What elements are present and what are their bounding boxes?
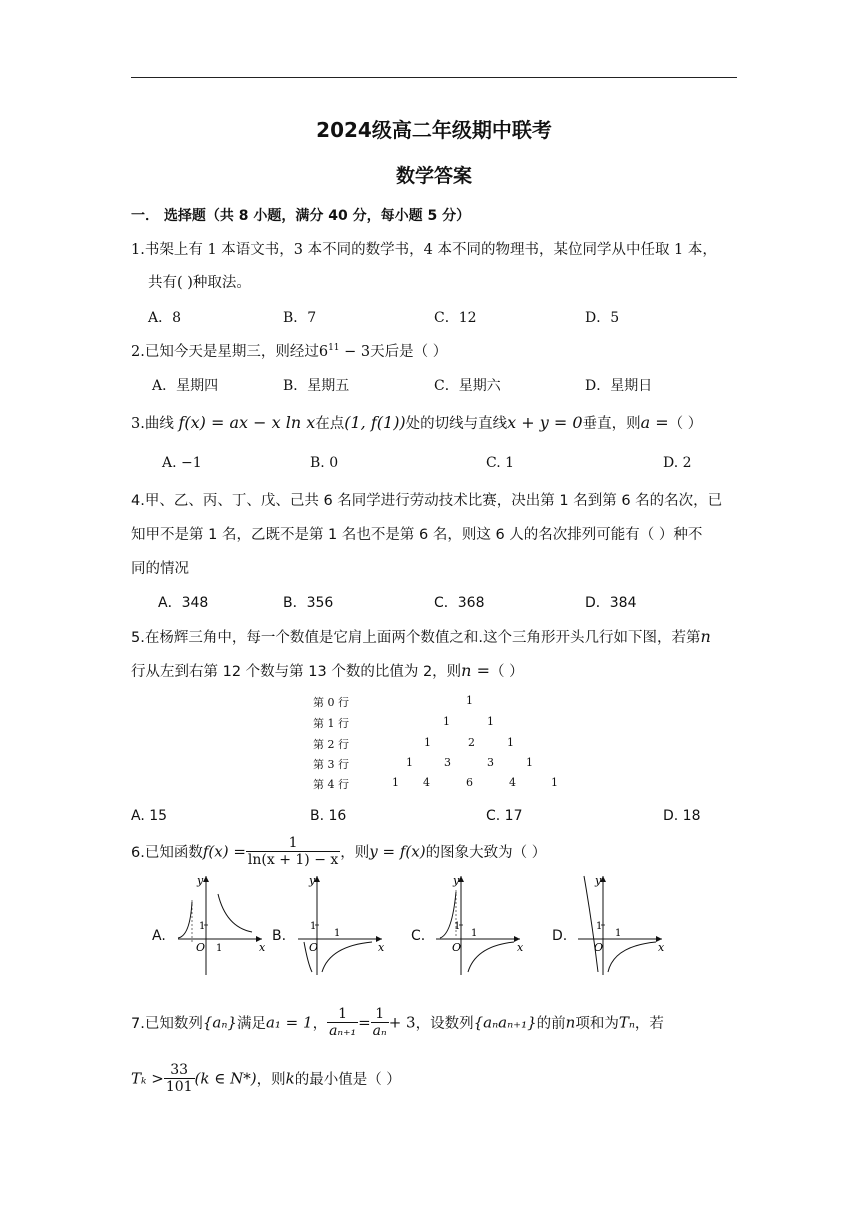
q6-graph-d [570, 872, 670, 977]
q5-option-a: A. 15 [131, 808, 168, 824]
q6-stem [131, 835, 546, 868]
q6-mid: ，则 [340, 845, 370, 861]
q4-option-a: A．348 [158, 595, 209, 611]
graph-label-one-y: 1 [310, 921, 317, 932]
pascal-row-2-label: 第 2 行 [313, 738, 349, 751]
q7-mid3: 的前 [536, 1016, 566, 1032]
q7-frac1 [327, 1006, 358, 1039]
pascal-row-3-label: 第 3 行 [313, 758, 349, 771]
pascal-num: 1 [466, 694, 473, 707]
q5-line1-var: n [700, 627, 711, 646]
q2-suffix: 天后是（ ） [370, 344, 448, 360]
q7-frac1-den: aₙ₊₁ [329, 1023, 357, 1039]
pascal-row-0-label: 第 0 行 [313, 696, 349, 709]
pascal-num: 3 [444, 756, 451, 769]
graph-label-one-y: 1 [596, 921, 603, 932]
q7-k: k [285, 1069, 295, 1088]
q2-stem [131, 340, 447, 361]
q6-frac-num: 1 [288, 835, 298, 851]
q1-line1: 1.书架上有 1 本语文书，3 本不同的数学书，4 本不同的物理书，某位同学从中任取 1 本， [131, 242, 717, 258]
pascal-num: 1 [526, 756, 533, 769]
graph-label-one-x: 1 [216, 943, 223, 954]
q3-option-c: C. 1 [486, 455, 515, 471]
pascal-num: 6 [466, 776, 473, 789]
q2-expr-exp: 11 [328, 343, 340, 354]
q6-frac-den: ln(x + 1) − x [247, 852, 339, 868]
q1-option-c: C．12 [434, 310, 477, 326]
graph-label-one-x: 1 [471, 928, 478, 939]
graph-label-y: y [453, 874, 460, 887]
page-title: 2024级高二年级期中联考 [316, 118, 552, 142]
q7-mid5: ，若 [634, 1016, 664, 1032]
q7-frac1-num: 1 [338, 1006, 348, 1022]
q6-graph-c [428, 872, 528, 977]
q3-blank: （ ） [668, 416, 703, 432]
section-heading: 一． 选择题（共 8 小题，满分 40 分，每小题 5 分） [131, 208, 471, 224]
pascal-num: 1 [443, 715, 450, 728]
q4-line1: 4.甲、乙、丙、丁、戊、己共 6 名同学进行劳动技术比赛，决出第 1 名到第 6 名的名次，已 [131, 493, 723, 509]
q7-frac3-num: 33 [170, 1062, 189, 1078]
q6-func-lhs: f(x) = [202, 842, 246, 861]
q1-line2: 共有( )种取法。 [148, 275, 251, 291]
graph-label-x: x [517, 941, 524, 954]
q7-suffix: 的最小值是（ ） [294, 1072, 401, 1088]
graph-label-origin: O [309, 941, 319, 954]
q2-expr-base: 6 [318, 344, 329, 360]
pascal-num: 1 [487, 715, 494, 728]
pascal-num: 3 [487, 756, 494, 769]
q7-mid2: ，设数列 [415, 1016, 474, 1032]
graph-label-x: x [378, 941, 385, 954]
q7-tn: Tₙ [618, 1013, 635, 1032]
q5-line2 [131, 660, 524, 681]
graph-label-x: x [658, 941, 665, 954]
q5-line2-var: n = [461, 661, 490, 680]
q7-tk: Tₖ > [131, 1069, 164, 1088]
pascal-num: 1 [406, 756, 413, 769]
graph-label-y: y [309, 874, 316, 887]
q7-a1: a₁ = 1 [265, 1013, 313, 1032]
q6-option-a-label: A. [152, 928, 166, 944]
q7-seq2: {aₙaₙ₊₁} [473, 1013, 537, 1032]
q4-line3: 同的情况 [131, 561, 189, 577]
pascal-row-1-label: 第 1 行 [313, 717, 349, 730]
q6-fraction [246, 835, 340, 868]
q7-plus: + 3 [388, 1013, 416, 1032]
pascal-num: 1 [392, 776, 399, 789]
graph-label-x: x [259, 941, 266, 954]
q7-mid1: 满足 [236, 1016, 266, 1032]
graph-label-one-y: 1 [199, 921, 206, 932]
q3-function: f(x) = ax − x ln x [178, 413, 316, 432]
q6-option-b-label: B. [272, 928, 287, 944]
pascal-row-4-label: 第 4 行 [313, 778, 349, 791]
q6-suffix: 的图象大致为（ ） [425, 845, 547, 861]
q4-option-c: C．368 [434, 595, 485, 611]
q2-option-c: C．星期六 [434, 378, 501, 394]
graph-label-y: y [595, 874, 602, 887]
q4-option-d: D．384 [585, 595, 637, 611]
graph-label-origin: O [452, 941, 462, 954]
graph-label-origin: O [594, 941, 604, 954]
q7-comma: ， [312, 1016, 328, 1032]
q6-graph-a [170, 872, 270, 977]
q6-graph-b [290, 872, 390, 977]
q1-option-a: A．8 [148, 310, 182, 326]
q3-var: a = [640, 413, 669, 432]
q2-option-d: D．星期日 [585, 378, 653, 394]
q3-point: (1, f(1)) [344, 413, 406, 432]
graph-label-one-x: 1 [334, 928, 341, 939]
q2-option-b: B．星期五 [283, 378, 350, 394]
q5-option-c: C. 17 [486, 808, 523, 824]
q5-option-b: B. 16 [310, 808, 347, 824]
page-subtitle: 数学答案 [395, 165, 472, 187]
q3-option-a: A. −1 [162, 455, 202, 471]
q3-suffix: 垂直，则 [582, 416, 641, 432]
q7-seq: {aₙ} [202, 1013, 237, 1032]
q4-option-b: B．356 [283, 595, 334, 611]
q6-option-c-label: C. [411, 928, 426, 944]
q5-line2-blank: （ ） [489, 664, 524, 680]
q7-mid6: ，则 [256, 1072, 286, 1088]
q5-line1 [131, 626, 711, 647]
q3-line: x + y = 0 [507, 413, 583, 432]
q7-frac3 [164, 1062, 195, 1095]
pascal-num: 1 [424, 736, 431, 749]
q6-graph-expr: y = f(x) [369, 842, 426, 861]
q7-prefix: 7.已知数列 [131, 1016, 203, 1032]
q5-line2-text: 行从左到右第 12 个数与第 13 个数的比值为 2，则 [131, 664, 462, 680]
q1-option-d: D．5 [585, 310, 620, 326]
q7-eq: = [358, 1013, 371, 1032]
q3-mid2: 处的切线与直线 [405, 416, 508, 432]
pascal-num: 4 [423, 776, 430, 789]
q3-prefix: 3.曲线 [131, 416, 174, 432]
q7-line1 [131, 1006, 664, 1039]
graph-label-one-y: 1 [454, 921, 461, 932]
q2-option-a: A．星期四 [152, 378, 219, 394]
q1-option-b: B．7 [283, 310, 317, 326]
graph-label-one-x: 1 [615, 928, 622, 939]
q7-frac2 [371, 1006, 389, 1039]
q6-prefix: 6.已知函数 [131, 845, 203, 861]
q7-frac3-den: 101 [165, 1079, 193, 1095]
q7-mid4: 项和为 [575, 1016, 619, 1032]
q7-frac2-den: aₙ [372, 1023, 387, 1039]
q7-line2 [131, 1062, 401, 1095]
pascal-num: 1 [551, 776, 558, 789]
q7-cond: (k ∈ N*) [194, 1069, 257, 1088]
pascal-num: 4 [509, 776, 516, 789]
q5-option-d: D. 18 [663, 808, 701, 824]
q3-option-d: D. 2 [663, 455, 692, 471]
q4-line2: 知甲不是第 1 名，乙既不是第 1 名也不是第 6 名，则这 6 人的名次排列可能有（ ）种不 [131, 527, 703, 543]
q3-option-b: B. 0 [310, 455, 339, 471]
pascal-num: 1 [507, 736, 514, 749]
top-rule [131, 77, 737, 78]
graph-label-y: y [197, 874, 204, 887]
graph-label-origin: O [196, 941, 206, 954]
q3-mid1: 在点 [315, 416, 345, 432]
q6-option-d-label: D. [552, 928, 568, 944]
q2-prefix: 2.已知今天是星期三，则经过 [131, 344, 319, 360]
q7-frac2-num: 1 [375, 1006, 385, 1022]
q3-stem [131, 412, 702, 433]
pascal-num: 2 [468, 736, 475, 749]
q7-n: n [565, 1013, 576, 1032]
q5-line1-text: 5.在杨辉三角中，每一个数值是它肩上面两个数值之和.这个三角形开头几行如下图，若第 [131, 630, 701, 646]
q2-expr-rest: − 3 [339, 344, 371, 360]
